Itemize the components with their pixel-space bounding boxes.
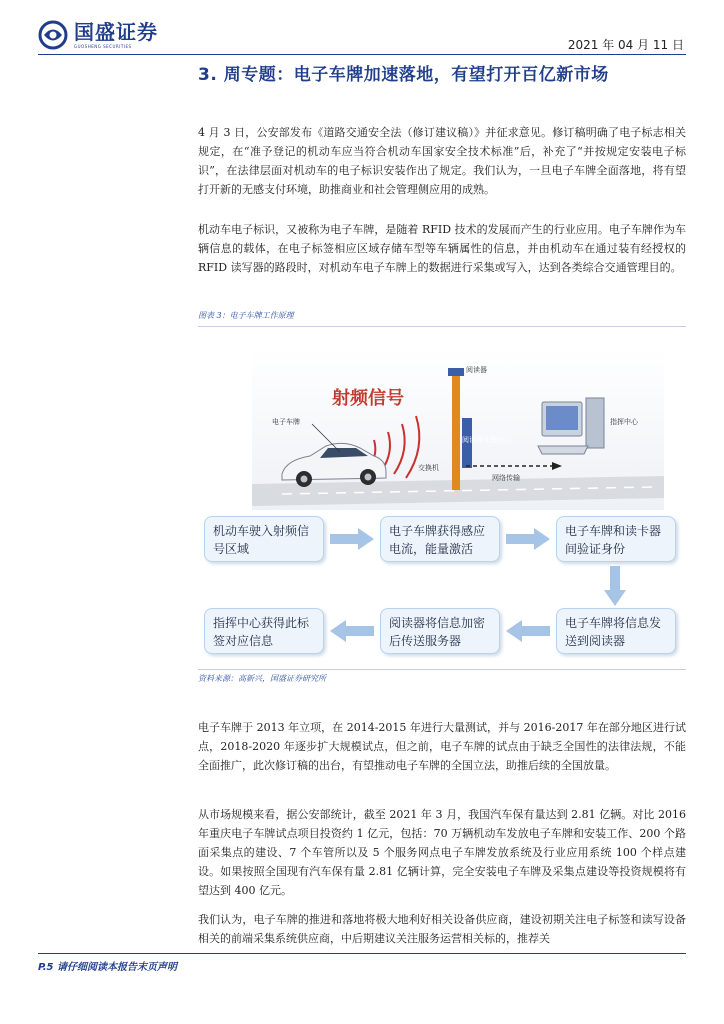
arrow-left-icon bbox=[330, 620, 374, 642]
page-header bbox=[0, 0, 724, 58]
command-center-label: 指挥中心 bbox=[610, 418, 638, 426]
switch-label: 交换机 bbox=[418, 464, 439, 472]
flow-step-4: 电子车牌将信息发送到阅读器 bbox=[556, 608, 676, 654]
header-divider bbox=[38, 54, 686, 55]
brand-logo bbox=[38, 20, 158, 50]
page-footer: P.5 请仔细阅读本报告末页声明 bbox=[38, 962, 177, 973]
rfid-scene-illustration bbox=[252, 348, 664, 510]
brand-name-cn: 国盛证券 bbox=[74, 19, 158, 44]
flow-step-3: 电子车牌和读卡器间验证身份 bbox=[556, 516, 676, 562]
paragraph-3: 电子车牌于 2013 年立项，在 2014-2015 年进行大量测试，并与 2016-2017 年在部分地区进行试点，2018-2020 年逐步扩大规模试点，但之前，电子车牌的试点由于缺乏全国性的法律法规，不能全面推广，此次修订稿的出台，有望推动电子车牌的全国立法，助推后续的全国放量。 bbox=[198, 721, 686, 772]
footer-divider bbox=[38, 953, 686, 954]
computer-icon bbox=[538, 398, 604, 454]
section-title: 3. 周专题：电子车牌加速落地，有望打开百亿新市场 bbox=[198, 65, 609, 85]
rfid-diagram-photo bbox=[252, 348, 664, 510]
flow-step-2: 电子车牌获得感应电流，能量激活 bbox=[380, 516, 500, 562]
figure-source: 资料来源：高新兴，国盛证券研究所 bbox=[198, 674, 326, 683]
flow-step-6: 指挥中心获得此标签对应信息 bbox=[204, 608, 324, 654]
signal-label: 射频信号 bbox=[332, 388, 404, 409]
plate-label: 电子车牌 bbox=[272, 418, 300, 426]
arrow-right-icon bbox=[330, 528, 374, 550]
paragraph-5: 我们认为，电子车牌的推进和落地将极大地利好相关设备供应商，建设初期关注电子标签和读写设备相关的前端采集系统供应商，中后期建议关注服务运营相关标的，推荐关 bbox=[198, 913, 686, 945]
arrow-left-icon bbox=[506, 620, 550, 642]
report-date: 2021 年 04 月 11 日 bbox=[567, 38, 684, 52]
rfid-flow-chart bbox=[198, 512, 668, 664]
flow-step-5: 阅读器将信息加密后传送服务器 bbox=[380, 608, 500, 654]
paragraph-1: 4 月 3 日，公安部发布《道路交通安全法（修订建议稿）》并征求意见。修订稿明确了电子标志相关规定，在“准予登记的机动车应当符合机动车国家安全技术标准”后，补充了“并按规定安装电子标识”，在法律层面对机动车的电子标识安装作出了规定。我们认为，一旦电子车牌全面落地，将有望打开新的无感支付环境，助推商业和社会管理侧应用的成熟。 bbox=[198, 126, 686, 196]
flow-step-1: 机动车驶入射频信号区域 bbox=[204, 516, 324, 562]
reader-label: 阅读器 bbox=[466, 366, 487, 374]
network-label: 网络传输 bbox=[492, 474, 520, 482]
figure-top-rule bbox=[198, 326, 686, 327]
paragraph-2: 机动车电子标识，又被称为电子车牌，是随着 RFID 技术的发展而产生的行业应用。电子车牌作为车辆信息的载体，在电子标签相应区域存储车型等车辆属性的信息，并由机动车在通过装有经授权的 RFID 读写器的路段时，对机动车电子车牌上的数据进行采集或写入，达到各类综合交通管理目的。 bbox=[198, 223, 686, 274]
reader-center-label: 阅读器处理中心 bbox=[462, 436, 511, 444]
paragraph-4: 从市场规模来看，据公安部统计，截至 2021 年 3 月，我国汽车保有量达到 2.81 亿辆。对比 2016 年重庆电子车牌试点项目投资约 1 亿元，包括：70 万辆机动车发放电子车牌和安装工作、200 个路面采集点的建设、7 个车管所以及 5 个服务网点电子车牌发放系统及行业应用系统 100 个样点建设。如果按照全国现有汽车保有量 2.81 亿辆计算，完全安装电子车牌及采集点建设等投资规模将有望达到 400 亿元。 bbox=[198, 808, 686, 897]
arrow-down-icon bbox=[604, 566, 626, 606]
figure-bottom-rule bbox=[198, 669, 686, 670]
guosheng-logo-icon bbox=[38, 20, 68, 50]
figure-label: 图表 3：电子车牌工作原理 bbox=[198, 311, 294, 320]
arrow-right-icon bbox=[506, 528, 550, 550]
brand-name-en: GUOSHENG SECURITIES bbox=[74, 43, 132, 49]
